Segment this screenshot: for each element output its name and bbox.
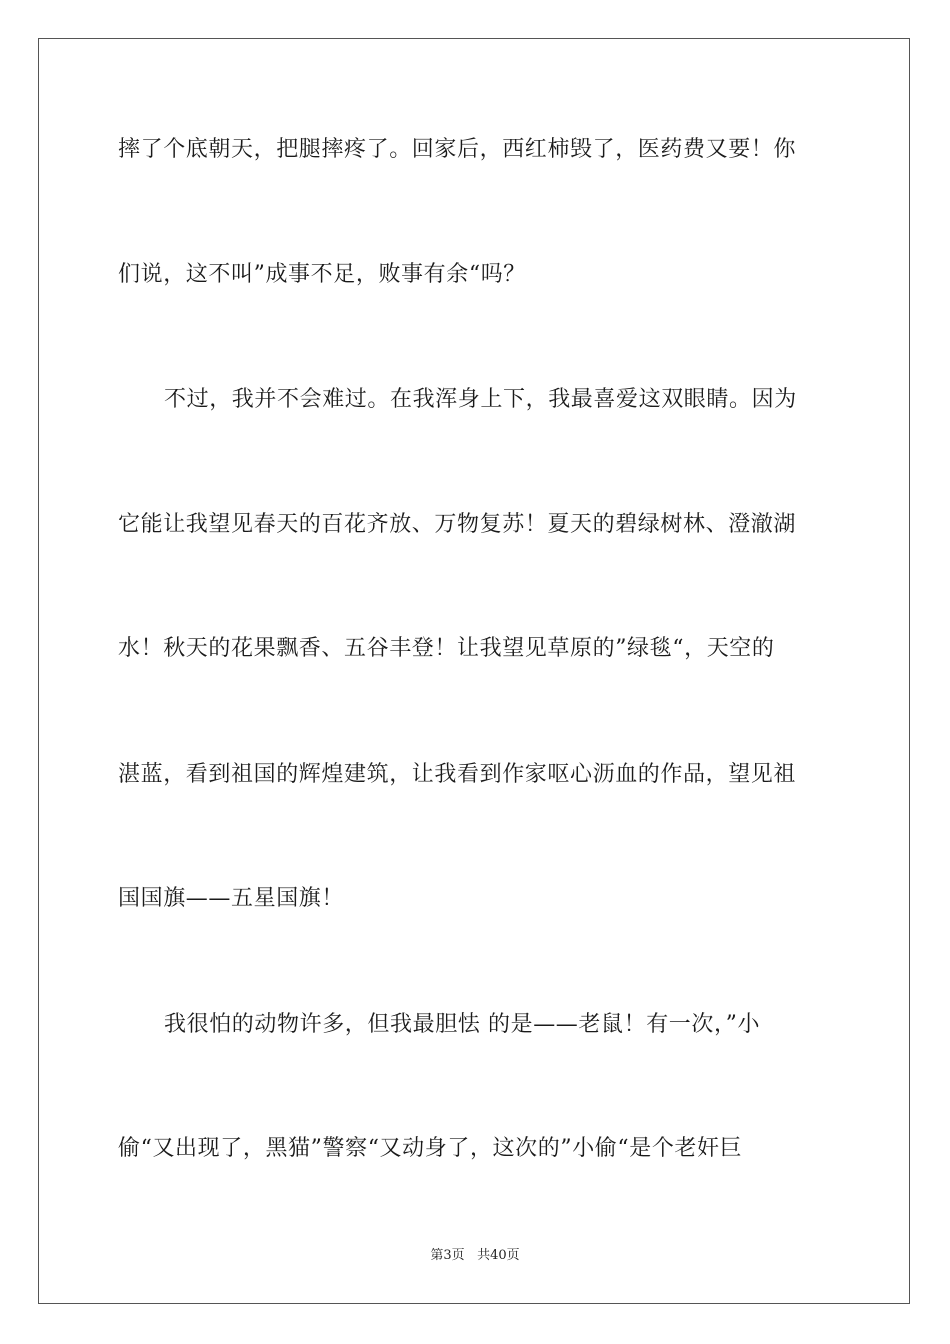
- text-line: 水！秋天的花果飘香、五谷丰登！让我望见草原的”绿毯“，天空的: [118, 636, 775, 661]
- text-line: 它能让我望见春天的百花齐放、万物复苏！夏天的碧绿树林、澄澈湖: [118, 512, 797, 537]
- page-footer: [0, 1247, 950, 1265]
- page-border: [38, 38, 910, 1304]
- text-line: 湛蓝，看到祖国的辉煌建筑，让我看到作家呕心沥血的作品，望见祖: [118, 762, 797, 787]
- current-page-number: 第3页: [430, 1248, 465, 1263]
- paragraph-start-line: 我很怕的动物许多，但我最胆怯 的是——老鼠！有一次，”小: [164, 1012, 761, 1037]
- paragraph-start-line: 不过，我并不会难过。在我浑身上下，我最喜爱这双眼睛。因为: [164, 387, 797, 412]
- text-line: 国国旗——五星国旗！: [118, 886, 345, 911]
- text-line: 摔了个底朝天，把腿摔疼了。回家后，西红柿毁了，医药费又要！你: [118, 137, 797, 162]
- text-line: 们说，这不叫”成事不足，败事有余“吗？: [118, 262, 526, 287]
- text-line: 偷“又出现了，黑猫”警察“又动身了，这次的”小偷“是个老奸巨: [118, 1136, 743, 1161]
- total-page-count: 共40页: [477, 1248, 520, 1263]
